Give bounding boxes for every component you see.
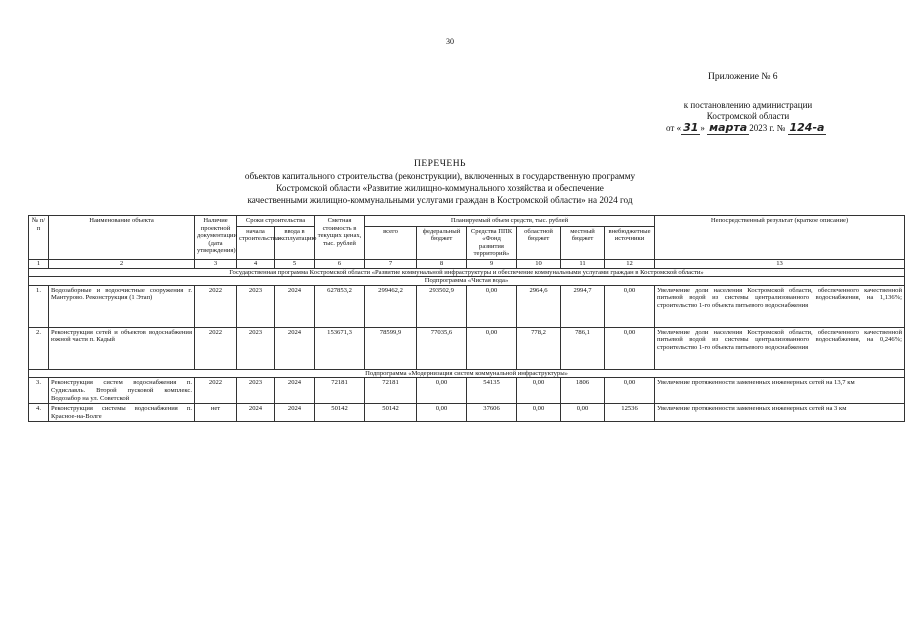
header-fed: федеральный бюджет	[417, 226, 467, 259]
row-fed: 77035,6	[417, 327, 467, 369]
handwritten-number: 124-а	[789, 121, 825, 134]
subprogram-row	[29, 277, 905, 286]
title-line-4: качественными жилищно-коммунальными услугами граждан в Костромской области» на 2024 год	[247, 195, 633, 205]
title-line-2: объектов капитального строительства (реконструкции), включенных в государственную программу	[244, 171, 636, 181]
row-ppk: 37606	[467, 404, 517, 422]
row-end: 2024	[275, 404, 315, 422]
row-ext: 12536	[605, 404, 655, 422]
col-number: 9	[467, 259, 517, 268]
col-number: 12	[605, 259, 655, 268]
row-ext: 0,00	[605, 327, 655, 369]
row-num: 3.	[29, 378, 49, 404]
col-number: 11	[561, 259, 605, 268]
header-name: Наименование объекта	[49, 216, 195, 260]
row-total: 72181	[365, 378, 417, 404]
col-number: 6	[315, 259, 365, 268]
row-docs: нет	[195, 404, 237, 422]
row-docs: 2022	[195, 285, 237, 327]
date-quote-close: »	[700, 123, 705, 133]
row-num: 1.	[29, 285, 49, 327]
subprogram-title: Подпрограмма «Модернизация систем коммунальной инфраструктуры»	[29, 369, 905, 378]
row-name: Реконструкция системы водоснабжения п. Красное-на-Волге	[49, 404, 195, 422]
row-cost: 50142	[315, 404, 365, 422]
row-fed: 0,00	[417, 378, 467, 404]
row-reg: 0,00	[517, 404, 561, 422]
row-total: 78599,9	[365, 327, 417, 369]
header-num: № п/п	[29, 216, 49, 260]
row-cost: 72181	[315, 378, 365, 404]
decree-reference	[648, 100, 848, 134]
subprogram-row	[29, 369, 905, 378]
row-result: Увеличение протяженности замененных инженерных сетей на 13,7 км	[655, 378, 905, 404]
row-cost: 627853,2	[315, 285, 365, 327]
document-title	[180, 158, 700, 206]
row-loc: 1806	[561, 378, 605, 404]
header-result: Непосредственный результат (краткое описание)	[655, 216, 905, 260]
row-end: 2024	[275, 378, 315, 404]
row-result: Увеличение протяженности замененных инженерных сетей на 3 км	[655, 404, 905, 422]
handwritten-month: марта	[709, 121, 748, 134]
subprogram-title: Подпрограмма «Чистая вода»	[29, 277, 905, 286]
title-line-1: ПЕРЕЧЕНЬ	[413, 159, 467, 169]
row-reg: 0,00	[517, 378, 561, 404]
title-line-3: Костромской области «Развитие жилищно-коммунального хозяйства и обеспечение	[276, 183, 604, 193]
header-cost: Сметная стоимость в текущих ценах, тыс. рублей	[315, 216, 365, 260]
header-ppk: Средства ППК «Фонд развития территорий»	[467, 226, 517, 259]
row-name: Водозаборные и водоочистные сооружения г. Мантурово. Реконструкция (1 Этап)	[49, 285, 195, 327]
row-loc: 786,1	[561, 327, 605, 369]
header-docs: Наличие проектной документации (дата утверждения)	[195, 216, 237, 260]
row-docs: 2022	[195, 378, 237, 404]
row-loc: 2994,7	[561, 285, 605, 327]
row-ppk: 54135	[467, 378, 517, 404]
header-loc: местный бюджет	[561, 226, 605, 259]
col-number: 10	[517, 259, 561, 268]
row-ppk: 0,00	[467, 327, 517, 369]
table-row	[29, 327, 905, 369]
col-number: 5	[275, 259, 315, 268]
row-loc: 0,00	[561, 404, 605, 422]
row-reg: 778,2	[517, 327, 561, 369]
date-prefix: от «	[666, 123, 682, 133]
program-row	[29, 268, 905, 277]
row-total: 50142	[365, 404, 417, 422]
decree-line-2: Костромской области	[706, 111, 790, 121]
header-end: ввода в эксплуатацию	[275, 226, 315, 259]
decree-line-1: к постановлению администрации	[683, 100, 813, 110]
col-number: 3	[195, 259, 237, 268]
column-numbers-row	[29, 259, 905, 268]
program-title: Государственная программа Костромской области «Развитие коммунальной инфраструктуры и обеспечение коммунальными услугами граждан в Костромской области»	[29, 268, 905, 277]
col-number: 2	[49, 259, 195, 268]
row-result: Увеличение доли населения Костромской области, обеспеченного качественной питьевой водой из системы централизованного водоснабжения, на 1,136%; строительство 1-го объекта питьевого водоснабжения	[655, 285, 905, 327]
row-ext: 0,00	[605, 285, 655, 327]
row-name: Реконструкция сетей и объектов водоснабжения южной части п. Кадый	[49, 327, 195, 369]
table-row	[29, 404, 905, 422]
col-number: 4	[237, 259, 275, 268]
row-cost: 153671,3	[315, 327, 365, 369]
row-fed: 0,00	[417, 404, 467, 422]
row-fed: 293502,9	[417, 285, 467, 327]
table-row	[29, 378, 905, 404]
header-reg: областной бюджет	[517, 226, 561, 259]
row-ppk: 0,00	[467, 285, 517, 327]
header-total: всего	[365, 226, 417, 259]
row-start: 2024	[237, 404, 275, 422]
row-start: 2023	[237, 378, 275, 404]
handwritten-day: 31	[683, 121, 699, 134]
header-planned: Планируемый объем средств, тыс. рублей	[365, 216, 655, 227]
col-number: 13	[655, 259, 905, 268]
row-reg: 2964,6	[517, 285, 561, 327]
decree-date-line	[648, 122, 848, 134]
col-number: 8	[417, 259, 467, 268]
table-row	[29, 285, 905, 327]
header-ext: внебюджетные источники	[605, 226, 655, 259]
row-end: 2024	[275, 327, 315, 369]
col-number: 7	[365, 259, 417, 268]
col-number: 1	[29, 259, 49, 268]
objects-table	[28, 215, 905, 422]
appendix-label: Приложение № 6	[708, 72, 778, 82]
row-result: Увеличение доли населения Костромской области, обеспеченного качественной питьевой водой из системы централизованного водоснабжения, на 0,246%; строительство 1-го объекта питьевого водоснабжения	[655, 327, 905, 369]
row-name: Реконструкция систем водоснабжения п. Судиславль. Второй пусковой комплекс. Водозабор на ул. Советской	[49, 378, 195, 404]
row-start: 2023	[237, 327, 275, 369]
date-year: 2023 г. №	[749, 123, 786, 133]
row-num: 2.	[29, 327, 49, 369]
row-num: 4.	[29, 404, 49, 422]
row-ext: 0,00	[605, 378, 655, 404]
page-number: 30	[446, 37, 454, 46]
row-docs: 2022	[195, 327, 237, 369]
row-total: 299462,2	[365, 285, 417, 327]
row-end: 2024	[275, 285, 315, 327]
header-start: начала строительства	[237, 226, 275, 259]
header-terms: Сроки строительства	[237, 216, 315, 227]
table-header-row-1	[29, 216, 905, 227]
row-start: 2023	[237, 285, 275, 327]
